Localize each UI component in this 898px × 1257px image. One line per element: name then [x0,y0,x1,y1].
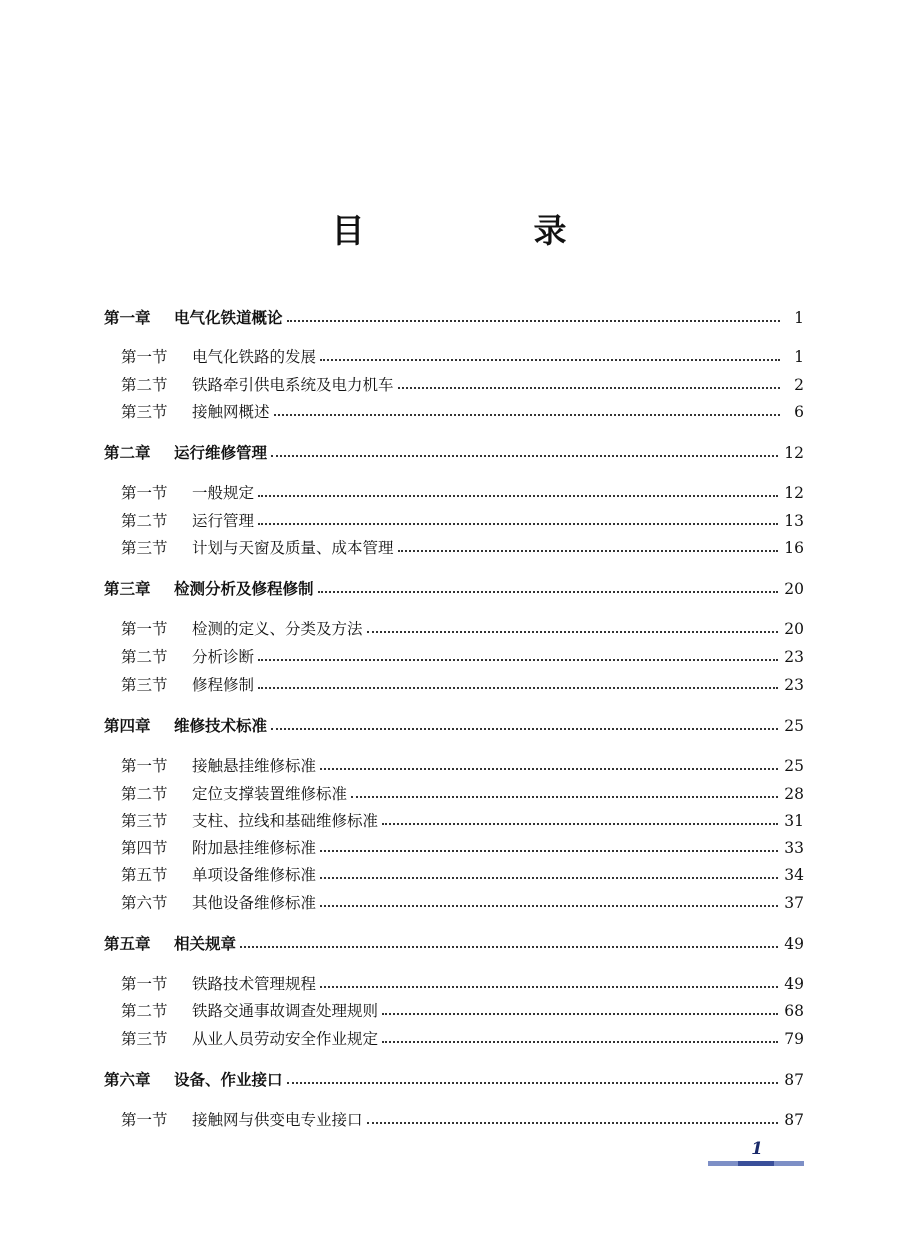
toc-page-number: 6 [794,403,804,421]
toc-dot-leader [367,631,779,633]
toc-dot-leader [382,823,778,825]
toc-page-number: 31 [784,812,804,830]
toc-page-number: 87 [784,1111,804,1129]
toc-dot-leader [287,1082,779,1084]
toc-entry-label: 第三节 [121,539,168,557]
toc-section-row[interactable] [121,345,804,367]
toc-page-number: 49 [784,975,804,993]
toc-page-number: 20 [784,580,804,598]
toc-section-row[interactable] [121,373,804,395]
toc-entry-label: 第三章 [104,580,151,598]
toc-page-number: 28 [784,785,804,803]
toc-entry-label: 第三节 [121,403,168,421]
toc-dot-leader [320,877,778,879]
toc-entry-label: 第一节 [121,484,168,502]
toc-entry-title: 修程修制 [192,676,255,694]
toc-entry-title: 接触网概述 [192,403,270,421]
toc-entry-label: 第四章 [104,717,151,735]
toc-entry-label: 第三节 [121,1030,168,1048]
toc-entry-label: 第二节 [121,785,168,803]
toc-entry-title: 相关规章 [174,935,237,953]
toc-page-number: 12 [784,444,804,462]
toc-section-row[interactable] [121,782,804,804]
page-title: 目 录 [331,211,635,250]
toc-dot-leader [398,550,779,552]
toc-section-row[interactable] [121,1108,804,1130]
toc-page-number: 2 [794,376,804,394]
toc-dot-leader [382,1013,778,1015]
footer-bar-accent [738,1161,774,1166]
toc-page-number: 49 [784,935,804,953]
toc-dot-leader [320,905,778,907]
toc-entry-title: 运行管理 [192,512,255,530]
toc-entry-title: 检测的定义、分类及方法 [192,620,363,638]
toc-entry-title: 维修技术标准 [174,717,268,735]
toc-section-row[interactable] [121,400,804,422]
toc-dot-leader [258,495,778,497]
toc-entry-title: 一般规定 [192,484,255,502]
toc-entry-title: 接触网与供变电专业接口 [192,1111,363,1129]
toc-dot-leader [240,946,778,948]
toc-entry-title: 接触悬挂维修标准 [192,757,317,775]
toc-entry-label: 第二节 [121,512,168,530]
footer-bar [708,1161,804,1166]
toc-dot-leader [351,796,778,798]
toc-page-number: 1 [794,348,804,366]
toc-section-row[interactable] [121,999,804,1021]
toc-entry-title: 单项设备维修标准 [192,866,317,884]
toc-page-number: 20 [784,620,804,638]
toc-entry-label: 第四节 [121,839,168,857]
toc-entry-label: 第三节 [121,812,168,830]
toc-dot-leader [320,986,778,988]
toc-entry-label: 第二节 [121,648,168,666]
toc-entry-label: 第一章 [104,309,151,327]
toc-entry-label: 第一节 [121,1111,168,1129]
toc-entry-title: 运行维修管理 [174,444,268,462]
toc-dot-leader [320,359,780,361]
toc-entry-label: 第二章 [104,444,151,462]
toc-page-number: 25 [784,757,804,775]
toc-section-row[interactable] [121,809,804,831]
toc-page-number: 25 [784,717,804,735]
toc-entry-label: 第二节 [121,376,168,394]
toc-entry-title: 电气化铁道概论 [174,309,283,327]
toc-section-row[interactable] [121,509,804,531]
toc-section-row[interactable] [121,863,804,885]
toc-chapter-row[interactable] [104,306,804,328]
toc-page-number: 34 [784,866,804,884]
toc-entry-title: 计划与天窗及质量、成本管理 [192,539,394,557]
toc-section-row[interactable] [121,536,804,558]
toc-entry-label: 第一节 [121,348,168,366]
toc-entry-label: 第一节 [121,757,168,775]
toc-dot-leader [318,591,779,593]
toc-entry-label: 第六节 [121,894,168,912]
toc-section-row[interactable] [121,754,804,776]
toc-entry-title: 从业人员劳动安全作业规定 [192,1030,379,1048]
toc-entry-title: 铁路交通事故调查处理规则 [192,1002,379,1020]
toc-chapter-row[interactable] [104,932,804,954]
toc-chapter-row[interactable] [104,441,804,463]
toc-dot-leader [398,387,780,389]
toc-entry-title: 定位支撑装置维修标准 [192,785,348,803]
toc-section-row[interactable] [121,836,804,858]
toc-chapter-row[interactable] [104,1068,804,1090]
toc-entry-label: 第五节 [121,866,168,884]
toc-dot-leader [271,728,778,730]
toc-dot-leader [287,320,780,322]
toc-dot-leader [320,768,778,770]
toc-dot-leader [274,414,780,416]
toc-dot-leader [367,1122,779,1124]
toc-dot-leader [258,687,778,689]
toc-entry-title: 铁路技术管理规程 [192,975,317,993]
toc-dot-leader [382,1041,778,1043]
toc-entry-label: 第二节 [121,1002,168,1020]
toc-page-number: 87 [784,1071,804,1089]
toc-page-number: 23 [784,648,804,666]
toc-entry-title: 支柱、拉线和基础维修标准 [192,812,379,830]
toc-entry-label: 第一节 [121,620,168,638]
toc-dot-leader [258,659,778,661]
toc-dot-leader [320,850,778,852]
toc-entry-label: 第五章 [104,935,151,953]
toc-dot-leader [258,523,778,525]
toc-entry-label: 第一节 [121,975,168,993]
toc-entry-label: 第六章 [104,1071,151,1089]
toc-entry-title: 附加悬挂维修标准 [192,839,317,857]
toc-entry-title: 铁路牵引供电系统及电力机车 [192,376,394,394]
toc-page-number: 68 [784,1002,804,1020]
toc-entry-title: 检测分析及修程修制 [174,580,314,598]
toc-page-number: 33 [784,839,804,857]
toc-dot-leader [271,455,778,457]
toc-entry-title: 电气化铁路的发展 [192,348,317,366]
toc-page-number: 16 [784,539,804,557]
toc-entry-title: 分析诊断 [192,648,255,666]
toc-section-row[interactable] [121,891,804,913]
toc-page-number: 13 [784,512,804,530]
toc-entry-title: 设备、作业接口 [174,1071,283,1089]
toc-section-row[interactable] [121,617,804,639]
toc-section-row[interactable] [121,645,804,667]
toc-chapter-row[interactable] [104,714,804,736]
toc-chapter-row[interactable] [104,577,804,599]
toc-section-row[interactable] [121,1027,804,1049]
page-number: 1 [751,1139,763,1159]
toc-page-number: 79 [784,1030,804,1048]
toc-page-number: 12 [784,484,804,502]
toc-entry-title: 其他设备维修标准 [192,894,317,912]
toc-page-number: 1 [794,309,804,327]
toc-section-row[interactable] [121,481,804,503]
toc-page-number: 37 [784,894,804,912]
toc-entry-label: 第三节 [121,676,168,694]
toc-section-row[interactable] [121,673,804,695]
toc-section-row[interactable] [121,972,804,994]
toc-page-number: 23 [784,676,804,694]
